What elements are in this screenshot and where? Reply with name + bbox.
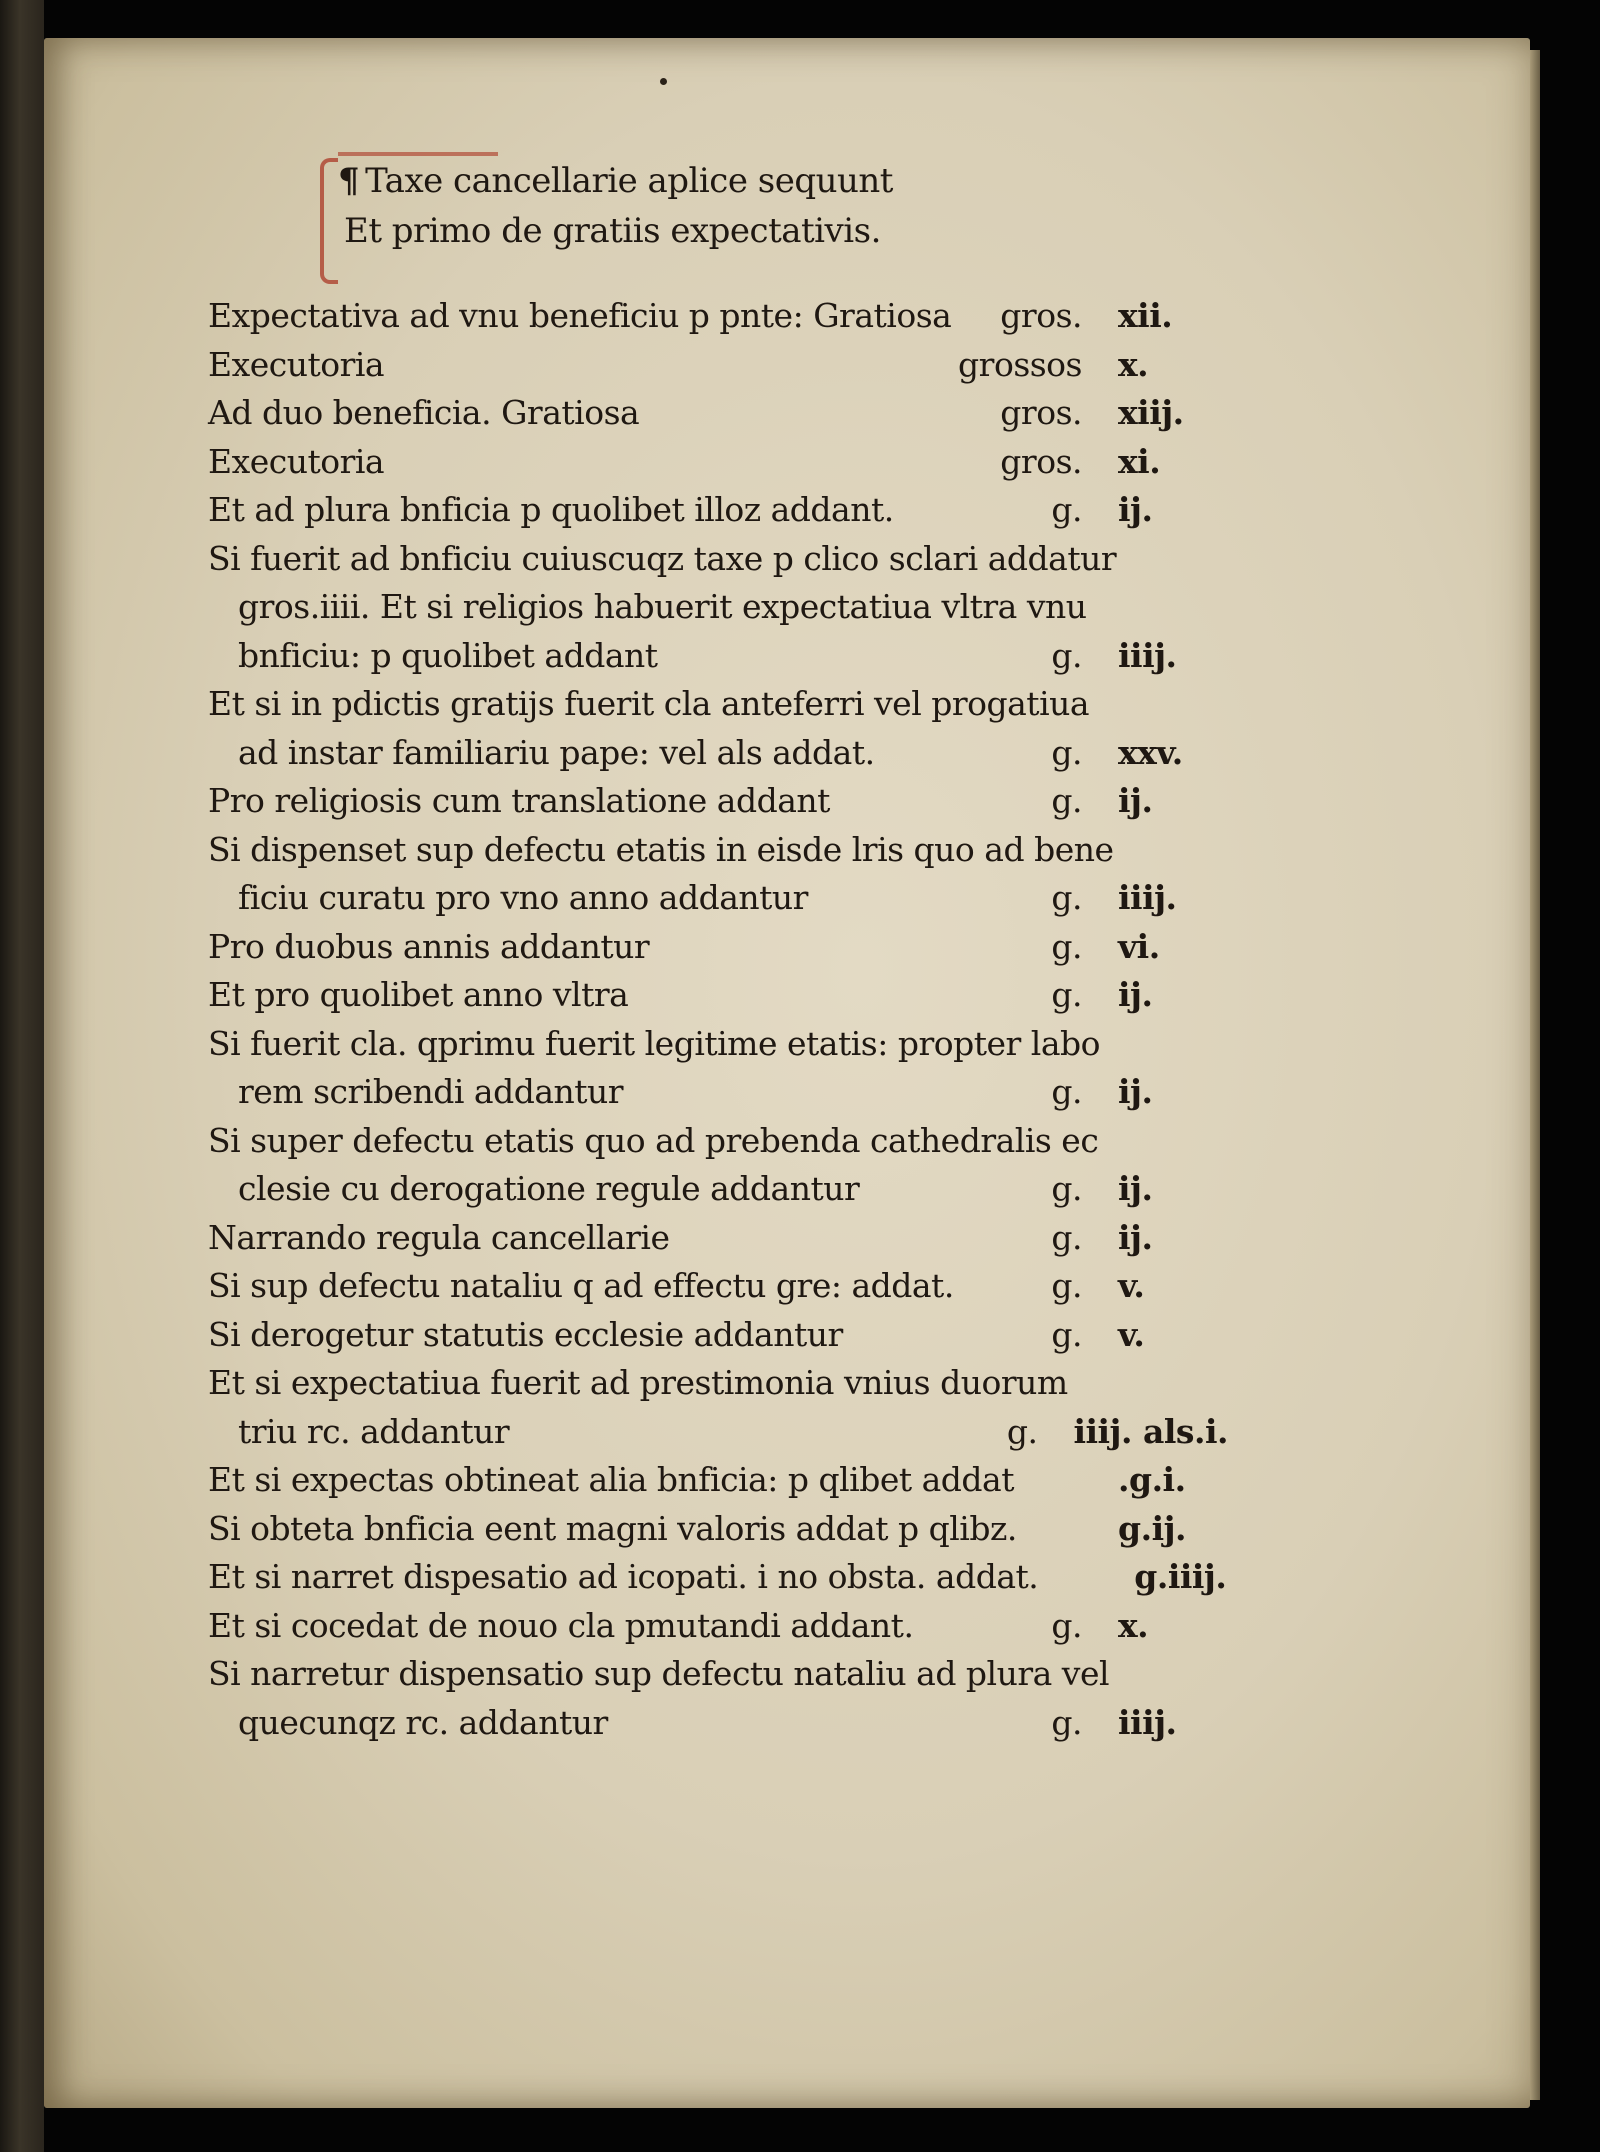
entry-text: Et si expectatiua fuerit ad prestimonia vnius duorum <box>208 1363 1068 1402</box>
entry-text: Et si narret dispesatio ad icopati. i no obsta. addat. <box>208 1557 1039 1596</box>
rubric-heading <box>338 156 928 256</box>
entry-text: Narrando regula cancellarie <box>208 1217 670 1257</box>
entry-line <box>208 1262 1228 1311</box>
entry-amount: iiij. <box>1118 1702 1177 1742</box>
entry-line <box>208 389 1228 438</box>
entry-line <box>208 923 1228 972</box>
entry-continuation-line <box>208 1699 1228 1748</box>
entry-amount: x. <box>1118 344 1149 384</box>
entry-text: Si fuerit cla. qprimu fuerit legitime etatis: propter labo <box>208 1023 1100 1063</box>
entry-unit: grossos <box>958 344 1082 384</box>
entry-line <box>208 1456 1228 1505</box>
ink-speck <box>660 78 667 85</box>
entry-amount: ij. <box>1118 1072 1153 1111</box>
entry-line <box>208 341 1228 390</box>
entry-line <box>208 826 1228 875</box>
entry-amount: xii. <box>1118 296 1173 335</box>
entry-continuation-line <box>208 1408 1228 1457</box>
entry-text: bnficiu: p quolibet addant <box>238 635 658 675</box>
entry-line <box>208 486 1228 535</box>
entry-line <box>208 1214 1228 1263</box>
entry-line <box>208 1311 1228 1360</box>
entry-amount: ij. <box>1118 781 1153 820</box>
entry-amount: vi. <box>1118 926 1160 966</box>
entry-amount: ij. <box>1118 490 1153 529</box>
entry-line <box>208 535 1228 584</box>
entry-text: gros.iiii. Et si religios habuerit expectatiua vltra vnu <box>238 587 1087 626</box>
entry-text: Si fuerit ad bnficiu cuiuscuqz taxe p clico sclari addatur <box>208 538 1117 578</box>
entry-amount: x. <box>1118 1605 1149 1645</box>
entry-unit: g. <box>1051 1702 1082 1742</box>
entry-line <box>208 292 1228 341</box>
entry-amount: g.iiij. <box>1134 1557 1227 1596</box>
entry-line <box>208 438 1228 487</box>
entry-unit: g. <box>1051 878 1082 917</box>
entry-amount: xi. <box>1118 441 1161 481</box>
entry-unit: gros. <box>1000 393 1082 432</box>
entry-text: Expectativa ad vnu beneficiu p pnte: Gratiosa <box>208 296 952 335</box>
entry-unit: g. <box>1051 1314 1082 1354</box>
entry-text: Si obteta bnficia eent magni valoris addat p qlibz. <box>208 1508 1017 1548</box>
entry-text: Executoria <box>208 344 385 384</box>
entry-line <box>208 1117 1228 1166</box>
entry-amount: iiij. <box>1118 878 1177 917</box>
entry-unit: gros. <box>1000 441 1082 481</box>
entry-line <box>208 971 1228 1020</box>
entry-unit: g. <box>1051 490 1082 529</box>
entry-unit: g. <box>1006 1411 1038 1451</box>
entry-line <box>208 1553 1228 1602</box>
entry-text: Pro duobus annis addantur <box>208 926 650 966</box>
entry-text: Et si in pdictis gratijs fuerit cla anteferri vel progatiua <box>208 684 1090 723</box>
entry-text: Et si cocedat de nouo cla pmutandi addant. <box>208 1605 914 1645</box>
entry-unit: g. <box>1051 926 1082 966</box>
book-binding <box>0 0 44 2152</box>
entry-text: rem scribendi addantur <box>238 1072 624 1111</box>
entry-amount: ij. <box>1118 1169 1153 1208</box>
entry-continuation-line <box>208 729 1228 778</box>
rubric-rule <box>338 152 498 156</box>
entry-line <box>208 1602 1228 1651</box>
entry-line <box>208 777 1228 826</box>
entry-unit: g. <box>1051 781 1082 820</box>
entry-continuation-line <box>208 632 1228 681</box>
entry-amount: v. <box>1118 1266 1145 1305</box>
entry-unit: gros. <box>1000 296 1082 335</box>
entry-text: Et ad plura bnficia p quolibet illoz addant. <box>208 490 894 529</box>
tax-entries <box>208 292 1228 1747</box>
entry-amount: ij. <box>1118 975 1153 1014</box>
entry-text: Et pro quolibet anno vltra <box>208 975 629 1014</box>
entry-unit: g. <box>1051 1072 1082 1111</box>
entry-text: triu rc. addantur <box>238 1411 510 1451</box>
entry-line <box>208 1505 1228 1554</box>
entry-continuation-line <box>208 583 1228 632</box>
entry-amount: xiij. <box>1118 393 1184 432</box>
entry-text: Si super defectu etatis quo ad prebenda cathedralis ec <box>208 1120 1099 1160</box>
entry-text: Executoria <box>208 441 385 481</box>
entry-text: ad instar familiariu pape: vel als addat. <box>238 732 875 772</box>
entry-amount: xxv. <box>1118 732 1183 772</box>
entry-amount: v. <box>1118 1314 1145 1354</box>
entry-unit: g. <box>1051 635 1082 675</box>
entry-text: quecunqz rc. addantur <box>238 1702 608 1742</box>
entry-amount: iiij. als.i. <box>1073 1411 1228 1451</box>
entry-continuation-line <box>208 874 1228 923</box>
entry-amount: iiij. <box>1118 635 1177 675</box>
heading-line-1: ¶ Taxe cancellarie aplice sequunt <box>338 156 928 206</box>
entry-text: Si derogetur statutis ecclesie addantur <box>208 1314 843 1354</box>
page-edge <box>1530 50 1540 2100</box>
entry-unit: g. <box>1051 1266 1082 1305</box>
entry-amount: .g.i. <box>1118 1460 1186 1499</box>
page-text <box>208 156 1228 1747</box>
entry-text: Ad duo beneficia. Gratiosa <box>208 393 640 432</box>
rubric-bracket <box>320 158 338 284</box>
entry-text: Et si expectas obtineat alia bnficia: p qlibet addat <box>208 1460 1014 1499</box>
entry-text: Si dispenset sup defectu etatis in eisde lris quo ad bene <box>208 829 1114 869</box>
entry-unit: g. <box>1051 1217 1082 1257</box>
entry-unit: g. <box>1051 1605 1082 1645</box>
entry-text: Pro religiosis cum translatione addant <box>208 781 830 820</box>
entry-line <box>208 1650 1228 1699</box>
entry-text: ficiu curatu pro vno anno addantur <box>238 878 808 917</box>
entry-line <box>208 1359 1228 1408</box>
entry-unit: g. <box>1051 975 1082 1014</box>
entry-line <box>208 680 1228 729</box>
entry-unit: g. <box>1051 732 1082 772</box>
entry-text: Si narretur dispensatio sup defectu nataliu ad plura vel <box>208 1654 1110 1693</box>
entry-line <box>208 1020 1228 1069</box>
entry-text: clesie cu derogatione regule addantur <box>238 1169 860 1208</box>
entry-amount: g.ij. <box>1118 1508 1187 1548</box>
entry-text: Si sup defectu nataliu q ad effectu gre: addat. <box>208 1266 954 1305</box>
paragraph-mark-icon: ¶ <box>338 161 360 201</box>
entry-continuation-line <box>208 1068 1228 1117</box>
entry-unit: g. <box>1051 1169 1082 1208</box>
heading-line-2: Et primo de gratiis expectativis. <box>344 211 881 251</box>
entry-amount: ij. <box>1118 1217 1153 1257</box>
entry-continuation-line <box>208 1165 1228 1214</box>
